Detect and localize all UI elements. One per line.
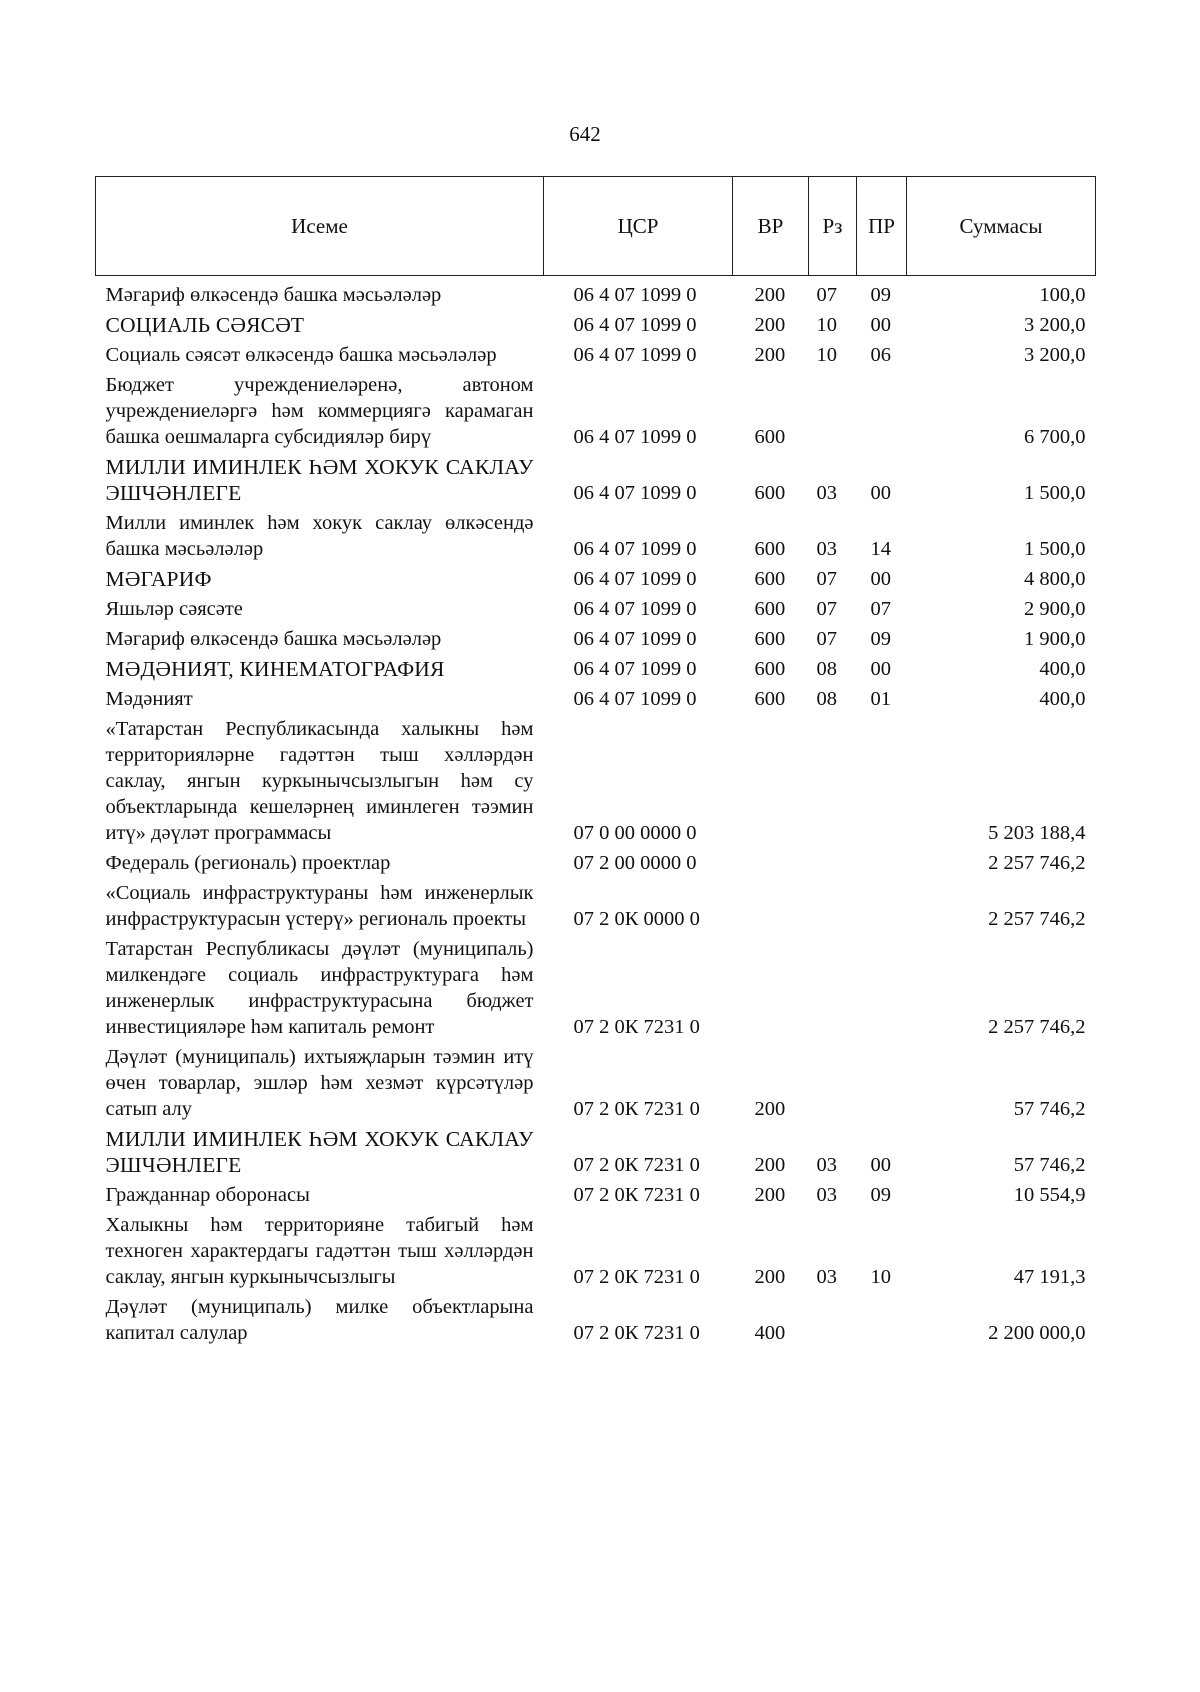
cell-name: Федераль (региональ) проектлар	[105, 852, 391, 874]
cell-pr: 09	[870, 284, 891, 306]
table-row	[96, 276, 1096, 311]
cell-vr: 600	[754, 688, 786, 710]
table-row	[96, 878, 1096, 934]
table-row	[96, 1292, 1096, 1348]
cell-rz: 03	[816, 538, 837, 560]
cell-sum: 57 746,2	[1013, 1098, 1086, 1120]
cell-rz: 07	[816, 568, 837, 590]
cell-rz	[809, 848, 857, 878]
cell-vr: 200	[754, 314, 786, 336]
column-header-pr: ПР	[857, 177, 907, 276]
table-row	[96, 594, 1096, 624]
cell-pr: 00	[870, 314, 891, 336]
cell-vr: 400	[754, 1322, 786, 1344]
table-row	[96, 564, 1096, 594]
table-row	[96, 684, 1096, 714]
cell-name: Дәүләт (муниципаль) ихтыяҗларын тәэмин итү өчен товарлар, эшләр һәм хезмәт күрсәтүләр сатып алу	[105, 1046, 534, 1120]
cell-csr: 07 2 0К 7231 0	[573, 1266, 700, 1288]
cell-pr: 09	[870, 1184, 891, 1206]
cell-vr: 200	[754, 284, 786, 306]
header-row	[96, 177, 1096, 276]
cell-name: Мәгариф өлкәсендә башка мәсьәләләр	[105, 628, 442, 650]
cell-csr: 06 4 07 1099 0	[573, 568, 697, 590]
cell-csr: 06 4 07 1099 0	[573, 598, 697, 620]
table-row	[96, 848, 1096, 878]
page-number: 642	[569, 122, 601, 146]
cell-name: Бюджет учреждениеләренә, автоном учреждениеләргә һәм коммерциягә карамаган башка оешмаларга субсидияләр бирү	[105, 374, 534, 448]
cell-vr: 600	[754, 658, 786, 680]
table-row	[96, 508, 1096, 564]
cell-vr	[733, 848, 809, 878]
cell-sum: 10 554,9	[1013, 1184, 1086, 1206]
cell-rz: 03	[816, 482, 837, 504]
cell-name: «Татарстан Республикасында халыкны һәм территорияләрне гадәттән тыш хәлләрдән саклау, янгын куркынычсызлыгын һәм су объектларында кешеләрнең иминлеген тәэмин итү» дәүләт программасы	[105, 718, 534, 844]
cell-csr: 06 4 07 1099 0	[573, 538, 697, 560]
cell-rz: 10	[816, 314, 837, 336]
cell-sum: 1 900,0	[1024, 628, 1086, 650]
cell-pr	[857, 1292, 907, 1348]
cell-csr: 06 4 07 1099 0	[573, 688, 697, 710]
cell-csr: 07 2 0К 7231 0	[573, 1016, 700, 1038]
cell-name: СОЦИАЛЬ СӘЯСӘТ	[105, 313, 305, 337]
cell-rz: 03	[816, 1184, 837, 1206]
table-row	[96, 934, 1096, 1042]
cell-pr	[857, 934, 907, 1042]
cell-sum: 1 500,0	[1024, 482, 1086, 504]
cell-rz: 03	[816, 1154, 837, 1176]
cell-csr: 07 2 0К 7231 0	[573, 1098, 700, 1120]
cell-vr: 600	[754, 482, 786, 504]
cell-sum: 2 257 746,2	[988, 908, 1086, 930]
cell-sum: 2 257 746,2	[988, 852, 1086, 874]
table-row	[96, 1042, 1096, 1124]
budget-table	[95, 176, 1096, 1348]
cell-sum: 6 700,0	[1024, 426, 1086, 448]
cell-pr	[857, 848, 907, 878]
cell-pr	[857, 370, 907, 452]
cell-vr	[733, 714, 809, 848]
cell-vr: 600	[754, 538, 786, 560]
cell-pr	[857, 1042, 907, 1124]
table-row	[96, 1210, 1096, 1292]
cell-sum: 3 200,0	[1024, 314, 1086, 336]
cell-rz: 07	[816, 628, 837, 650]
cell-csr: 06 4 07 1099 0	[573, 426, 697, 448]
table-row	[96, 624, 1096, 654]
cell-rz: 07	[816, 284, 837, 306]
cell-vr	[733, 878, 809, 934]
cell-name: МИЛЛИ ИМИНЛЕК ҺӘМ ХОКУК САКЛАУ ЭШЧӘНЛЕГЕ	[105, 1127, 534, 1177]
cell-pr: 01	[870, 688, 891, 710]
cell-name: Гражданнар оборонасы	[105, 1184, 310, 1206]
cell-name: МИЛЛИ ИМИНЛЕК ҺӘМ ХОКУК САКЛАУ ЭШЧӘНЛЕГЕ	[105, 455, 534, 505]
cell-csr: 07 2 0К 7231 0	[573, 1322, 700, 1344]
cell-name: Мәгариф өлкәсендә башка мәсьәләләр	[105, 284, 442, 306]
table-row	[96, 340, 1096, 370]
cell-csr: 06 4 07 1099 0	[573, 344, 697, 366]
cell-sum: 47 191,3	[1013, 1266, 1086, 1288]
cell-sum: 2 257 746,2	[988, 1016, 1086, 1038]
cell-csr: 06 4 07 1099 0	[573, 284, 697, 306]
cell-csr: 07 0 00 0000 0	[573, 822, 697, 844]
cell-pr: 14	[870, 538, 891, 560]
cell-vr: 600	[754, 568, 786, 590]
cell-pr: 07	[870, 598, 891, 620]
cell-vr: 200	[754, 1184, 786, 1206]
column-header-csr: ЦСР	[544, 177, 733, 276]
table-body	[96, 276, 1096, 1349]
table-row	[96, 310, 1096, 340]
cell-rz	[809, 714, 857, 848]
cell-rz: 03	[816, 1266, 837, 1288]
table-row	[96, 1124, 1096, 1180]
cell-name: «Социаль инфраструктураны һәм инженерлык инфраструктурасын үстерү» региональ проекты	[105, 882, 534, 930]
table-row	[96, 1180, 1096, 1210]
cell-vr: 600	[754, 628, 786, 650]
cell-name: МӘГАРИФ	[105, 567, 212, 591]
cell-name: Татарстан Республикасы дәүләт (муниципаль) милкендәге социаль инфраструктурага һәм инженерлык инфраструктурасына бюджет инвестицияләре һәм капиталь ремонт	[105, 938, 534, 1038]
cell-vr: 200	[754, 1154, 786, 1176]
cell-sum: 4 800,0	[1024, 568, 1086, 590]
cell-name: Социаль сәясәт өлкәсендә башка мәсьәләләр	[105, 344, 497, 366]
column-header-vr: ВР	[733, 177, 809, 276]
cell-vr: 200	[754, 1098, 786, 1120]
cell-sum: 3 200,0	[1024, 344, 1086, 366]
cell-sum: 2 200 000,0	[988, 1322, 1086, 1344]
cell-pr: 10	[870, 1266, 891, 1288]
cell-name: Халыкны һәм территорияне табигый һәм техноген характердагы гадәттән тыш хәлләрдән саклау, янгын куркынычсызлыгы	[105, 1214, 534, 1288]
cell-name: Мәдәният	[105, 688, 193, 710]
cell-vr: 200	[754, 1266, 786, 1288]
cell-sum: 400,0	[1039, 688, 1086, 710]
cell-csr: 06 4 07 1099 0	[573, 482, 697, 504]
budget-table-container	[95, 176, 1095, 1348]
cell-pr: 00	[870, 1154, 891, 1176]
cell-vr: 200	[754, 344, 786, 366]
cell-pr: 06	[870, 344, 891, 366]
table-row	[96, 370, 1096, 452]
cell-pr: 00	[870, 568, 891, 590]
table-row	[96, 452, 1096, 508]
cell-name: МӘДӘНИЯТ, КИНЕМАТОГРАФИЯ	[105, 657, 445, 681]
cell-rz	[809, 934, 857, 1042]
cell-sum: 400,0	[1039, 658, 1086, 680]
column-header-name: Исеме	[96, 177, 544, 276]
cell-pr: 00	[870, 658, 891, 680]
cell-csr: 07 2 0К 7231 0	[573, 1154, 700, 1176]
cell-vr: 600	[754, 598, 786, 620]
cell-name: Дәүләт (муниципаль) милке объектларына капитал салулар	[105, 1296, 534, 1344]
cell-csr: 07 2 0К 0000 0	[573, 908, 700, 930]
cell-sum: 1 500,0	[1024, 538, 1086, 560]
cell-rz	[809, 1292, 857, 1348]
cell-vr	[733, 934, 809, 1042]
cell-pr	[857, 714, 907, 848]
cell-rz: 08	[816, 658, 837, 680]
cell-rz: 08	[816, 688, 837, 710]
cell-sum: 5 203 188,4	[988, 822, 1086, 844]
cell-csr: 06 4 07 1099 0	[573, 314, 697, 336]
table-row	[96, 714, 1096, 848]
cell-rz: 07	[816, 598, 837, 620]
cell-name: Милли иминлек һәм хокук саклау өлкәсендә башка мәсьәләләр	[105, 512, 534, 560]
cell-name: Яшьләр сәясәте	[105, 598, 243, 620]
cell-pr: 09	[870, 628, 891, 650]
cell-sum: 2 900,0	[1024, 598, 1086, 620]
column-header-rz: Рз	[809, 177, 857, 276]
cell-vr: 600	[754, 426, 786, 448]
cell-rz	[809, 1042, 857, 1124]
cell-sum: 100,0	[1039, 284, 1086, 306]
cell-pr	[857, 878, 907, 934]
column-header-sum: Суммасы	[907, 177, 1096, 276]
cell-rz	[809, 370, 857, 452]
cell-csr: 07 2 0К 7231 0	[573, 1184, 700, 1206]
cell-rz: 10	[816, 344, 837, 366]
cell-rz	[809, 878, 857, 934]
table-header	[96, 177, 1096, 276]
cell-csr: 07 2 00 0000 0	[573, 852, 697, 874]
cell-sum: 57 746,2	[1013, 1154, 1086, 1176]
cell-csr: 06 4 07 1099 0	[573, 628, 697, 650]
cell-pr: 00	[870, 482, 891, 504]
table-row	[96, 654, 1096, 684]
cell-csr: 06 4 07 1099 0	[573, 658, 697, 680]
